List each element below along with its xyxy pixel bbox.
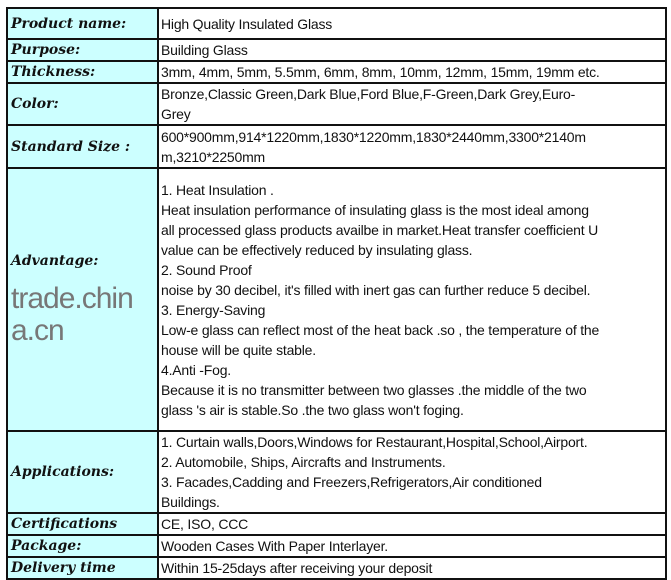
spec-row: [7, 39, 666, 61]
product-spec-table: [6, 7, 667, 580]
spec-value-line: all processed glass products availbe in market.Heat transfer coefficient U: [161, 221, 599, 238]
spec-value: [158, 39, 666, 61]
spec-value-line: Grey: [161, 106, 191, 122]
spec-value: [158, 557, 666, 579]
spec-value-line: CE, ISO, CCC: [161, 516, 249, 532]
spec-label-cell: [7, 168, 158, 431]
spec-value-line: Because it is no transmitter between two glasses .the middle of the two: [161, 381, 587, 398]
spec-row: [7, 431, 666, 513]
spec-value: [158, 513, 666, 535]
spec-value-line: noise by 30 decibel, it's filled with inert gas can further reduce 5 decibel.: [161, 281, 591, 298]
spec-value-line: 2. Automobile, Ships, Aircrafts and Instruments.: [161, 454, 446, 470]
spec-label: Color:: [11, 96, 59, 112]
spec-value-line: Heat insulation performance of insulating glass is the most ideal among: [161, 201, 589, 218]
spec-label-cell: [7, 513, 158, 535]
spec-value: [158, 83, 666, 125]
spec-value-line: Wooden Cases With Paper Interlayer.: [161, 538, 388, 554]
spec-value-line: 1. Heat Insulation .: [161, 181, 274, 198]
spec-row: [7, 535, 666, 557]
spec-label: Applications:: [11, 464, 115, 480]
spec-value-line: 4.Anti -Fog.: [161, 361, 231, 378]
spec-value: [158, 168, 666, 431]
spec-value-line: Within 15-25days after receiving your deposit: [161, 560, 433, 576]
spec-label: Package:: [11, 538, 82, 554]
spec-row: [7, 83, 666, 125]
spec-label: Product name:: [11, 15, 127, 32]
spec-value-line: 3. Energy-Saving: [161, 301, 266, 318]
spec-label-cell: [7, 83, 158, 125]
spec-value-line: 1. Curtain walls,Doors,Windows for Restaurant,Hospital,School,Airport.: [161, 434, 588, 450]
spec-value-line: High Quality Insulated Glass: [161, 15, 333, 32]
spec-value-line: 3. Facades,Cadding and Freezers,Refrigerators,Air conditioned: [161, 474, 542, 490]
spec-label-cell: [7, 8, 158, 39]
spec-label-cell: [7, 125, 158, 168]
spec-label: Thickness:: [11, 64, 96, 80]
spec-label: Certifications: [11, 516, 118, 532]
spec-row: [7, 125, 666, 168]
spec-value-line: glass 's air is stable.So .the two glass won't foging.: [161, 401, 464, 418]
spec-value: [158, 61, 666, 83]
spec-row: [7, 168, 666, 431]
spec-value: [158, 125, 666, 168]
spec-value-line: m,3210*2250mm: [161, 148, 266, 165]
spec-value-line: Building Glass: [161, 42, 248, 58]
spec-value-line: 3mm, 4mm, 5mm, 5.5mm, 6mm, 8mm, 10mm, 12mm, 15mm, 19mm etc.: [161, 64, 600, 80]
spec-value-line: Low-e glass can reflect most of the heat back .so , the temperature of the: [161, 321, 600, 338]
spec-value-line: 2. Sound Proof: [161, 261, 252, 278]
spec-label: Delivery time: [11, 560, 116, 576]
spec-label-cell: [7, 557, 158, 579]
spec-label-cell: [7, 61, 158, 83]
spec-row: [7, 557, 666, 579]
spec-label: Standard Size :: [11, 138, 131, 155]
spec-value-line: Buildings.: [161, 494, 220, 510]
spec-value: [158, 8, 666, 39]
spec-row: [7, 61, 666, 83]
spec-value-line: Bronze,Classic Green,Dark Blue,Ford Blue,F-Green,Dark Grey,Euro-: [161, 86, 576, 102]
spec-value-line: house will be quite stable.: [161, 341, 316, 358]
spec-value-line: 600*900mm,914*1220mm,1830*1220mm,1830*2440mm,3300*2140m: [161, 128, 586, 145]
spec-label-cell: [7, 431, 158, 513]
spec-label-cell: [7, 535, 158, 557]
watermark-text: trade.china.cn: [11, 281, 133, 347]
spec-row: [7, 8, 666, 39]
spec-label: Purpose:: [11, 42, 81, 58]
spec-value: [158, 431, 666, 513]
spec-label-cell: [7, 39, 158, 61]
spec-value-line: value can be effectively reduced by insulating glass.: [161, 241, 473, 258]
spec-label: Advantage:: [11, 252, 99, 269]
spec-row: [7, 513, 666, 535]
spec-value: [158, 535, 666, 557]
